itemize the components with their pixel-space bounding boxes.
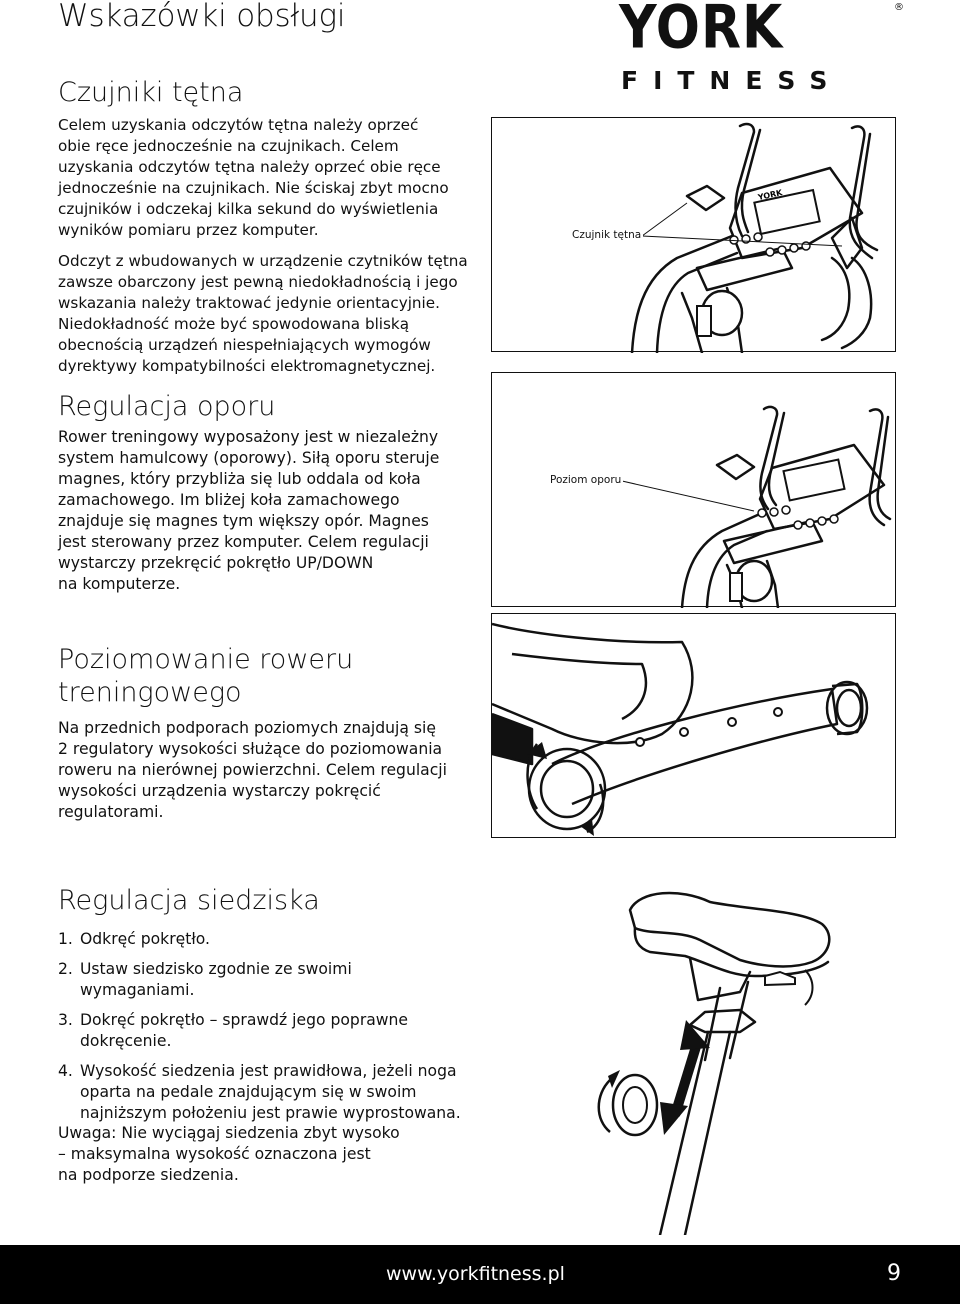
text-line: Celem uzyskania odczytów tętna należy oprzeć xyxy=(58,116,419,134)
figure-resistance-level xyxy=(491,372,896,607)
step-number: 1. xyxy=(58,930,73,948)
text-line: Rower treningowy wyposażony jest w niezależny xyxy=(58,428,439,446)
text-line: uzyskania odczytów tętna należy oprzeć obie ręce xyxy=(58,158,441,176)
text-line: Odczyt z wbudowanych w urządzenie czytników tętna xyxy=(58,252,468,270)
heart-paragraph-2 xyxy=(58,251,478,377)
york-fitness-logo xyxy=(617,2,907,96)
text-line: dokręcenie. xyxy=(80,1032,172,1050)
text-line: Niedokładność może być spowodowana bliską xyxy=(58,315,410,333)
list-item xyxy=(58,1061,478,1124)
seat-illustration xyxy=(590,880,850,1235)
section-title-resistance: Regulacja oporu xyxy=(58,391,276,422)
logo-sub: FITNESS xyxy=(621,66,843,95)
text-line: na komputerze. xyxy=(58,575,181,593)
resistance-paragraph xyxy=(58,427,478,595)
figure-leveling-feet xyxy=(491,613,896,838)
text-line: obecnością urządzeń niespełniających wymogów xyxy=(58,336,431,354)
section-title-seat: Regulacja siedziska xyxy=(58,885,320,916)
text-line: jest sterowany przez komputer. Celem regulacji xyxy=(58,533,429,551)
text-line: Uwaga: Nie wyciągaj siedzenia zbyt wysoko xyxy=(58,1124,400,1142)
text-line: najniższym położeniu jest prawie wyprostowana. xyxy=(80,1104,461,1122)
seat-note xyxy=(58,1123,478,1186)
text-line: dyrektywy kompatybilności elektromagnetycznej. xyxy=(58,357,436,375)
text-line: Na przednich podporach poziomych znajdują się xyxy=(58,719,436,737)
text-line: Wysokość siedzenia jest prawidłowa, jeżeli noga xyxy=(80,1062,457,1080)
registered-mark: ® xyxy=(894,2,904,13)
leveling-paragraph xyxy=(58,718,478,823)
text-line: wystarczy przekręcić pokrętło UP/DOWN xyxy=(58,554,374,572)
text-line: system hamulcowy (oporowy). Siłą oporu steruje xyxy=(58,449,440,467)
console-resistance-illustration xyxy=(492,373,897,608)
text-line: roweru na nierównej powierzchni. Celem regulacji xyxy=(58,761,447,779)
text-line: Odkręć pokrętło. xyxy=(80,930,210,948)
text-line: 2 regulatory wysokości służące do poziomowania xyxy=(58,740,443,758)
callout-heart-sensor: Czujnik tętna xyxy=(572,229,642,241)
page-title: Wskazówki obsługi xyxy=(58,0,346,34)
list-item xyxy=(58,929,478,950)
text-line: na podporze siedzenia. xyxy=(58,1166,239,1184)
text-line: wyników pomiaru przez komputer. xyxy=(58,221,319,239)
list-item xyxy=(58,959,478,1001)
text-line: regulatorami. xyxy=(58,803,164,821)
text-line: Ustaw siedzisko zgodnie ze swoimi xyxy=(80,960,352,978)
text-line: zawsze obarczony jest pewną niedokładnością i jego xyxy=(58,273,458,291)
leveling-foot-illustration xyxy=(492,614,897,839)
step-number: 3. xyxy=(58,1011,73,1029)
figure-seat-adjustment xyxy=(590,880,850,1235)
seat-steps-list xyxy=(58,929,478,1133)
text-line: – maksymalna wysokość oznaczona jest xyxy=(58,1145,371,1163)
text-line: czujników i odczekaj kilka sekund do wyświetlenia xyxy=(58,200,439,218)
website-url: www.yorkfitness.pl xyxy=(386,1263,565,1285)
list-item xyxy=(58,1010,478,1052)
logo-brand: YORK xyxy=(619,0,784,63)
section-title-leveling-1: Poziomowanie roweru xyxy=(58,644,354,675)
text-line: obie ręce jednocześnie na czujnikach. Celem xyxy=(58,137,399,155)
page-number: 9 xyxy=(887,1261,901,1286)
heart-paragraph-1 xyxy=(58,115,478,241)
page-footer xyxy=(0,1245,960,1304)
text-line: zamachowego. Im bliżej koła zamachowego xyxy=(58,491,400,509)
text-line: oparta na pedale znajdującym się w swoim xyxy=(80,1083,417,1101)
text-line: jednocześnie na czujnikach. Nie ściskaj zbyt mocno xyxy=(58,179,449,197)
text-line: magnes, który przybliża się lub oddala od koła xyxy=(58,470,421,488)
text-line: wymaganiami. xyxy=(80,981,195,999)
text-line: wskazania należy traktować jedynie orientacyjnie. xyxy=(58,294,440,312)
figure-heart-sensors xyxy=(491,117,896,352)
step-number: 4. xyxy=(58,1062,73,1080)
section-title-leveling-2: treningowego xyxy=(58,677,242,708)
console-brand: YORK xyxy=(757,188,784,203)
section-title-heart: Czujniki tętna xyxy=(58,77,244,108)
text-line: znajduje się magnes tym większy opór. Magnes xyxy=(58,512,429,530)
text-line: Dokręć pokrętło – sprawdź jego poprawne xyxy=(80,1011,409,1029)
handlebar-console-illustration xyxy=(492,118,897,353)
callout-resistance-level: Poziom oporu xyxy=(550,474,622,486)
text-line: wysokości urządzenia wystarczy pokręcić xyxy=(58,782,381,800)
step-number: 2. xyxy=(58,960,73,978)
